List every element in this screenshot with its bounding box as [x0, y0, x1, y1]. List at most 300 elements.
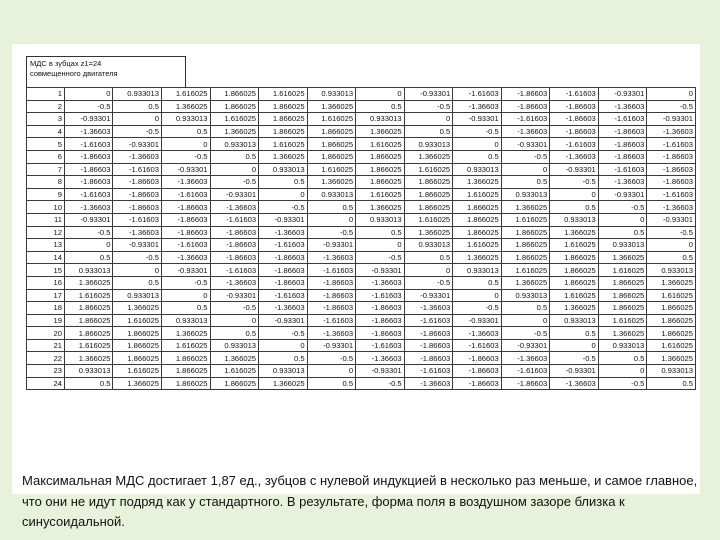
table-cell: 1.866025: [501, 239, 550, 252]
table-cell: -1.86603: [550, 100, 599, 113]
table-cell: 1.866025: [598, 302, 647, 315]
table-cell: -1.86603: [453, 352, 502, 365]
table-cell: 1.616025: [501, 213, 550, 226]
table-cell: 0.5: [501, 176, 550, 189]
row-number: 15: [27, 264, 65, 277]
table-cell: -0.5: [161, 150, 210, 163]
table-cell: -1.36603: [404, 302, 453, 315]
table-row: [27, 176, 696, 189]
table-cell: 0.933013: [453, 264, 502, 277]
table-cell: -0.93301: [210, 289, 259, 302]
table-cell: 1.366025: [550, 226, 599, 239]
table-cell: -1.61603: [453, 339, 502, 352]
row-number: 16: [27, 276, 65, 289]
table-cell: -0.5: [404, 100, 453, 113]
table-cell: 1.616025: [550, 239, 599, 252]
table-cell: -1.36603: [113, 150, 162, 163]
row-number: 14: [27, 251, 65, 264]
table-cell: 0: [210, 163, 259, 176]
table-cell: -1.61603: [647, 188, 696, 201]
table-cell: -0.93301: [598, 188, 647, 201]
table-cell: 1.616025: [161, 339, 210, 352]
mds-table: [26, 87, 696, 390]
row-number: 19: [27, 314, 65, 327]
table-cell: 1.866025: [259, 125, 308, 138]
row-number: 10: [27, 201, 65, 214]
table-cell: 0: [404, 264, 453, 277]
table-cell: 1.366025: [210, 125, 259, 138]
table-cell: -0.5: [453, 302, 502, 315]
table-cell: -1.61603: [501, 113, 550, 126]
table-cell: 0.5: [356, 100, 405, 113]
table-cell: -0.93301: [113, 138, 162, 151]
table-cell: 1.866025: [647, 302, 696, 315]
table-cell: 1.866025: [598, 276, 647, 289]
table-cell: 0.933013: [307, 188, 356, 201]
table-cell: -1.86603: [647, 176, 696, 189]
table-cell: -0.93301: [404, 88, 453, 101]
table-cell: 1.366025: [307, 100, 356, 113]
table-cell: 0.933013: [356, 113, 405, 126]
table-cell: -0.5: [113, 251, 162, 264]
table-cell: -0.5: [501, 327, 550, 340]
table-cell: 0.933013: [550, 314, 599, 327]
table-cell: -0.5: [210, 302, 259, 315]
table-cell: 0.5: [210, 150, 259, 163]
table-cell: -1.86603: [64, 150, 113, 163]
table-cell: 1.616025: [598, 314, 647, 327]
table-header-line-2: совмещенного двигателя: [30, 69, 118, 78]
table-cell: -1.86603: [501, 100, 550, 113]
table-cell: 0.933013: [501, 188, 550, 201]
row-number: 5: [27, 138, 65, 151]
table-cell: 1.366025: [161, 100, 210, 113]
table-cell: 0.933013: [356, 213, 405, 226]
table-cell: -0.5: [647, 226, 696, 239]
table-cell: 1.366025: [647, 276, 696, 289]
row-number: 24: [27, 377, 65, 390]
table-cell: 1.616025: [161, 88, 210, 101]
table-cell: 1.366025: [64, 276, 113, 289]
table-cell: -0.5: [210, 176, 259, 189]
table-cell: 0.5: [64, 251, 113, 264]
table-cell: -0.5: [356, 251, 405, 264]
table-cell: -1.86603: [356, 302, 405, 315]
table-cell: -0.93301: [113, 239, 162, 252]
table-cell: 1.366025: [307, 176, 356, 189]
table-cell: 0.5: [647, 251, 696, 264]
row-number: 6: [27, 150, 65, 163]
table-row: [27, 138, 696, 151]
table-cell: -0.93301: [307, 339, 356, 352]
table-cell: 1.866025: [550, 264, 599, 277]
table-cell: -1.61603: [550, 138, 599, 151]
table-cell: 0.5: [598, 352, 647, 365]
table-cell: -1.61603: [647, 138, 696, 151]
table-cell: 1.616025: [259, 138, 308, 151]
table-cell: -1.86603: [647, 150, 696, 163]
table-cell: 1.616025: [64, 339, 113, 352]
table-cell: -1.61603: [356, 339, 405, 352]
table-cell: 1.366025: [113, 302, 162, 315]
table-cell: -1.61603: [64, 188, 113, 201]
table-cell: -0.93301: [356, 365, 405, 378]
table-cell: 0: [161, 289, 210, 302]
table-cell: 1.866025: [210, 100, 259, 113]
table-cell: 0: [64, 88, 113, 101]
table-cell: -0.93301: [647, 113, 696, 126]
table-cell: 1.366025: [161, 327, 210, 340]
table-row: [27, 352, 696, 365]
table-cell: 1.366025: [404, 226, 453, 239]
table-cell: 0.933013: [64, 264, 113, 277]
table-cell: 1.616025: [453, 188, 502, 201]
table-cell: -1.36603: [64, 125, 113, 138]
row-number: 3: [27, 113, 65, 126]
table-cell: -1.86603: [453, 377, 502, 390]
table-row: [27, 150, 696, 163]
table-cell: 0: [259, 188, 308, 201]
table-cell: -0.5: [404, 276, 453, 289]
table-cell: 1.366025: [259, 150, 308, 163]
table-cell: 0.5: [259, 176, 308, 189]
row-number: 9: [27, 188, 65, 201]
table-cell: 0.933013: [647, 264, 696, 277]
table-cell: 0.5: [307, 377, 356, 390]
table-cell: 0: [501, 314, 550, 327]
table-cell: 1.866025: [501, 251, 550, 264]
table-cell: -1.61603: [598, 163, 647, 176]
table-cell: 1.866025: [453, 201, 502, 214]
table-row: [27, 226, 696, 239]
row-number: 13: [27, 239, 65, 252]
table-cell: 1.866025: [647, 327, 696, 340]
table-cell: 0: [356, 88, 405, 101]
table-cell: -1.86603: [598, 125, 647, 138]
table-cell: -1.36603: [259, 302, 308, 315]
table-cell: 1.866025: [647, 314, 696, 327]
table-cell: 1.616025: [356, 188, 405, 201]
table-cell: -0.93301: [453, 314, 502, 327]
table-cell: -1.86603: [259, 276, 308, 289]
table-cell: 1.616025: [550, 289, 599, 302]
table-cell: 1.616025: [113, 314, 162, 327]
table-cell: 0.933013: [550, 213, 599, 226]
row-number: 22: [27, 352, 65, 365]
table-cell: 0: [307, 365, 356, 378]
table-cell: -1.61603: [161, 239, 210, 252]
table-cell: 1.366025: [453, 251, 502, 264]
table-cell: 0: [307, 213, 356, 226]
table-cell: 1.366025: [404, 150, 453, 163]
table-cell: -1.36603: [501, 352, 550, 365]
table-cell: 0.933013: [210, 339, 259, 352]
table-cell: 1.866025: [550, 276, 599, 289]
slide-panel: [12, 44, 700, 529]
table-cell: -1.36603: [161, 176, 210, 189]
table-row: [27, 251, 696, 264]
table-cell: -0.5: [501, 150, 550, 163]
table-cell: -0.5: [550, 352, 599, 365]
table-cell: -1.36603: [598, 100, 647, 113]
table-cell: -1.61603: [64, 138, 113, 151]
table-cell: -0.5: [356, 377, 405, 390]
table-cell: -1.86603: [404, 339, 453, 352]
table-cell: -1.36603: [356, 352, 405, 365]
table-cell: 1.616025: [307, 163, 356, 176]
table-cell: 0.933013: [404, 138, 453, 151]
table-cell: -1.86603: [161, 213, 210, 226]
table-header: [26, 56, 186, 88]
table-cell: -0.5: [550, 176, 599, 189]
table-cell: 0.5: [161, 302, 210, 315]
table-cell: 0.933013: [210, 138, 259, 151]
table-row: [27, 125, 696, 138]
table-cell: 1.616025: [210, 113, 259, 126]
table-cell: -1.86603: [501, 377, 550, 390]
table-cell: 0.933013: [453, 163, 502, 176]
table-cell: -1.86603: [64, 176, 113, 189]
row-number: 17: [27, 289, 65, 302]
table-cell: 0.933013: [404, 239, 453, 252]
table-row: [27, 188, 696, 201]
table-cell: -0.5: [259, 201, 308, 214]
table-cell: 0.5: [210, 327, 259, 340]
table-cell: -0.93301: [501, 138, 550, 151]
table-cell: -0.93301: [161, 163, 210, 176]
table-cell: 0.5: [647, 377, 696, 390]
table-cell: 1.866025: [453, 226, 502, 239]
table-cell: 1.366025: [64, 352, 113, 365]
table-cell: -1.86603: [453, 365, 502, 378]
table-cell: -1.36603: [259, 226, 308, 239]
table-cell: 0.933013: [598, 339, 647, 352]
table-cell: -1.61603: [404, 365, 453, 378]
table-cell: -1.86603: [161, 201, 210, 214]
mds-table-body: [27, 88, 696, 390]
table-cell: 1.616025: [404, 213, 453, 226]
table-cell: 1.366025: [453, 176, 502, 189]
table-cell: -1.61603: [210, 213, 259, 226]
table-cell: 0.5: [453, 150, 502, 163]
table-cell: 0: [356, 239, 405, 252]
table-cell: 1.366025: [113, 377, 162, 390]
table-cell: -1.36603: [550, 377, 599, 390]
table-cell: 0.5: [113, 276, 162, 289]
table-cell: 0: [113, 264, 162, 277]
table-cell: 1.866025: [64, 327, 113, 340]
table-row: [27, 276, 696, 289]
table-cell: -1.36603: [598, 176, 647, 189]
table-cell: -0.5: [307, 226, 356, 239]
table-cell: 0.5: [307, 201, 356, 214]
table-row: [27, 314, 696, 327]
table-cell: -0.5: [598, 377, 647, 390]
table-cell: 1.616025: [647, 339, 696, 352]
table-cell: -1.61603: [501, 365, 550, 378]
table-cell: 1.866025: [356, 163, 405, 176]
table-cell: 1.366025: [259, 377, 308, 390]
table-cell: -0.5: [161, 276, 210, 289]
table-cell: 1.866025: [404, 188, 453, 201]
table-cell: 1.866025: [64, 314, 113, 327]
table-cell: -0.93301: [550, 365, 599, 378]
table-cell: 0.933013: [598, 239, 647, 252]
table-cell: -1.86603: [356, 327, 405, 340]
table-row: [27, 88, 696, 101]
table-cell: 0.933013: [113, 88, 162, 101]
table-cell: -0.93301: [356, 264, 405, 277]
table-cell: -1.86603: [210, 251, 259, 264]
table-cell: 0.5: [453, 276, 502, 289]
table-cell: 0: [598, 365, 647, 378]
table-cell: -0.93301: [598, 88, 647, 101]
table-cell: 1.866025: [550, 251, 599, 264]
table-cell: 0: [210, 314, 259, 327]
table-cell: -1.61603: [161, 188, 210, 201]
table-cell: 1.366025: [501, 201, 550, 214]
table-cell: -0.5: [307, 352, 356, 365]
table-cell: 0.933013: [259, 163, 308, 176]
table-cell: -1.61603: [307, 314, 356, 327]
table-cell: 1.366025: [501, 276, 550, 289]
table-cell: -1.86603: [404, 327, 453, 340]
table-row: [27, 302, 696, 315]
table-cell: 0.5: [64, 377, 113, 390]
table-cell: 1.866025: [307, 138, 356, 151]
table-cell: 1.366025: [550, 302, 599, 315]
table-cell: -1.61603: [307, 264, 356, 277]
table-cell: -1.36603: [453, 100, 502, 113]
table-cell: 0.933013: [64, 365, 113, 378]
table-cell: 1.866025: [259, 113, 308, 126]
table-cell: 1.866025: [404, 176, 453, 189]
table-cell: -1.61603: [404, 314, 453, 327]
table-cell: 0: [501, 163, 550, 176]
table-row: [27, 289, 696, 302]
table-cell: 0.933013: [161, 113, 210, 126]
table-cell: 0.5: [550, 201, 599, 214]
row-number: 7: [27, 163, 65, 176]
caption-text: Максимальная МДС достигает 1,87 ед., зубцов с нулевой индукцией в несколько раз меньше, и самое главное, что они не идут подряд как у стандартного. В результате, форма поля в воздушном зазоре близка к синусоидальной.: [22, 473, 698, 529]
table-cell: -1.61603: [598, 113, 647, 126]
row-number: 2: [27, 100, 65, 113]
table-cell: -0.5: [647, 100, 696, 113]
table-cell: 0.933013: [259, 365, 308, 378]
table-cell: -1.86603: [356, 314, 405, 327]
table-cell: -0.5: [64, 226, 113, 239]
table-cell: -0.93301: [259, 314, 308, 327]
table-cell: -0.93301: [64, 113, 113, 126]
row-number: 8: [27, 176, 65, 189]
table-cell: 0.933013: [161, 314, 210, 327]
table-cell: -0.93301: [404, 289, 453, 302]
table-cell: -1.86603: [113, 176, 162, 189]
table-cell: 0: [161, 138, 210, 151]
table-cell: -1.86603: [647, 163, 696, 176]
table-cell: -0.5: [259, 327, 308, 340]
table-row: [27, 377, 696, 390]
table-cell: -1.36603: [113, 226, 162, 239]
table-cell: 1.616025: [404, 163, 453, 176]
row-number: 20: [27, 327, 65, 340]
table-cell: -1.61603: [356, 289, 405, 302]
table-cell: 0: [453, 138, 502, 151]
table-row: [27, 239, 696, 252]
table-cell: -1.86603: [113, 188, 162, 201]
table-cell: 1.866025: [501, 226, 550, 239]
row-number: 4: [27, 125, 65, 138]
table-cell: 1.866025: [210, 377, 259, 390]
table-cell: 1.616025: [453, 239, 502, 252]
table-cell: 1.866025: [113, 339, 162, 352]
table-cell: 1.366025: [647, 352, 696, 365]
table-row: [27, 163, 696, 176]
row-number: 11: [27, 213, 65, 226]
table-cell: -1.36603: [210, 276, 259, 289]
table-cell: 1.866025: [259, 100, 308, 113]
table-cell: -1.36603: [356, 276, 405, 289]
table-cell: 0.5: [598, 226, 647, 239]
table-cell: -0.5: [453, 125, 502, 138]
table-cell: 1.866025: [356, 176, 405, 189]
table-cell: -1.36603: [647, 125, 696, 138]
table-cell: 1.866025: [307, 150, 356, 163]
table-cell: 1.366025: [598, 251, 647, 264]
table-cell: 1.616025: [113, 365, 162, 378]
table-cell: -0.93301: [64, 213, 113, 226]
table-cell: -1.36603: [307, 327, 356, 340]
table-cell: -1.36603: [550, 150, 599, 163]
table-row: [27, 365, 696, 378]
table-cell: 1.866025: [598, 289, 647, 302]
table-header-line-1: МДС в зубцах z1=24: [30, 59, 102, 68]
table-cell: -1.86603: [550, 125, 599, 138]
table-cell: 0: [647, 239, 696, 252]
table-cell: -1.61603: [113, 213, 162, 226]
table-cell: -1.36603: [453, 327, 502, 340]
table-cell: 1.866025: [64, 302, 113, 315]
table-cell: 1.866025: [113, 352, 162, 365]
table-cell: 0: [404, 113, 453, 126]
scanned-table-image: [22, 54, 696, 449]
table-cell: -0.5: [598, 201, 647, 214]
table-cell: 0: [113, 113, 162, 126]
table-row: [27, 264, 696, 277]
table-cell: -0.93301: [550, 163, 599, 176]
table-cell: 0.933013: [307, 88, 356, 101]
table-cell: 0: [598, 213, 647, 226]
table-cell: -1.86603: [259, 264, 308, 277]
table-row: [27, 327, 696, 340]
table-cell: -1.86603: [307, 276, 356, 289]
table-cell: 1.866025: [161, 352, 210, 365]
table-cell: -1.61603: [259, 289, 308, 302]
table-cell: 1.616025: [64, 289, 113, 302]
row-number: 23: [27, 365, 65, 378]
table-cell: -1.86603: [307, 289, 356, 302]
table-cell: 1.616025: [598, 264, 647, 277]
table-cell: -0.93301: [501, 339, 550, 352]
table-cell: 1.616025: [647, 289, 696, 302]
table-cell: 0: [453, 289, 502, 302]
table-cell: 1.366025: [356, 201, 405, 214]
table-cell: -1.61603: [550, 88, 599, 101]
table-cell: -0.5: [64, 100, 113, 113]
table-cell: -1.36603: [647, 201, 696, 214]
table-row: [27, 213, 696, 226]
table-cell: -1.86603: [598, 150, 647, 163]
